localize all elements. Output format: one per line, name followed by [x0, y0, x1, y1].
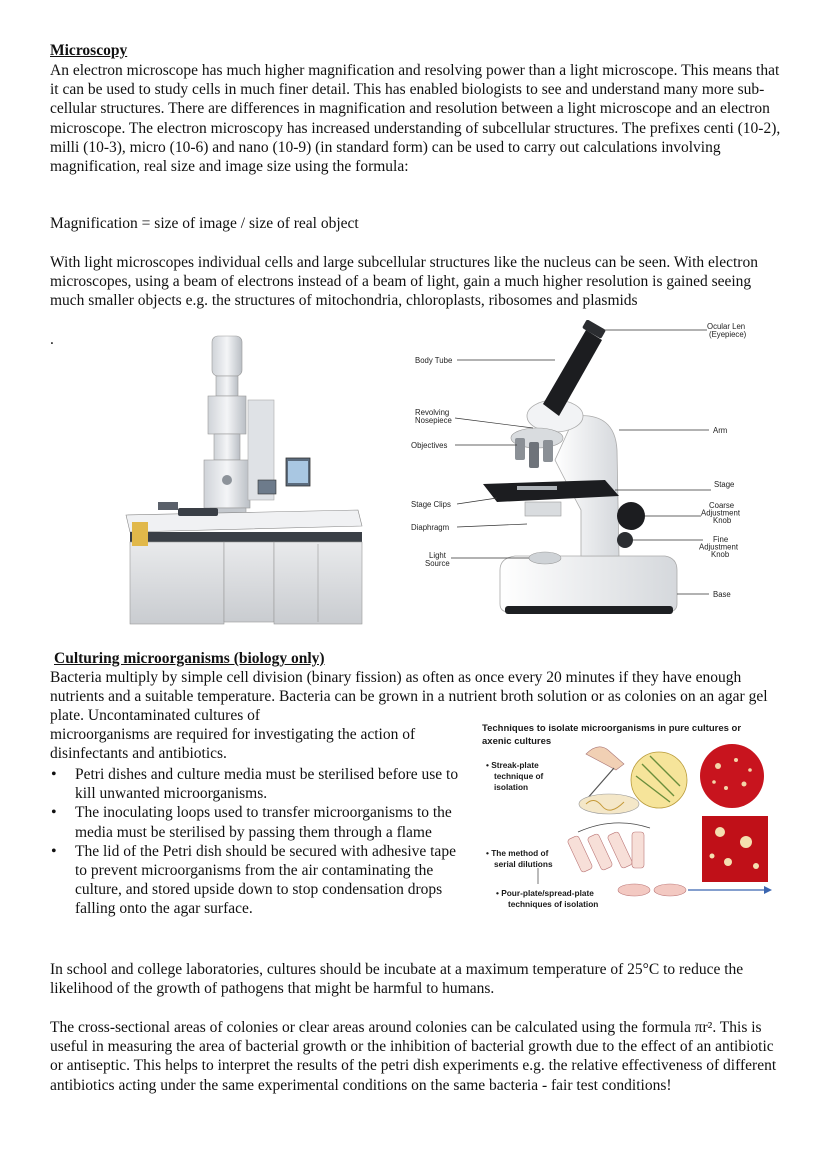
isolation-techniques-figure: [474, 716, 774, 916]
label-arm: Arm: [713, 426, 728, 435]
sterilisation-bullet-list: [50, 765, 460, 919]
label-coarse-adjustment-knob: Coarse Adjustment Knob: [701, 501, 741, 525]
bullet-item: • Petri dishes and culture media must be sterilised before use to kill unwanted microorganisms.: [50, 765, 460, 803]
bullet-item: • The inoculating loops used to transfer microorganisms to the media must be sterilised by passing them through a flame: [50, 803, 460, 841]
electron-microscope-image: [118, 330, 368, 630]
culturing-paragraph-3: The cross-sectional areas of colonies or clear areas around colonies can be calculated using the formula πr². This is useful in measuring the area of bacterial growth or the inhibition of bacterial growth due to the effect of an antibiotic or antiseptic. This helps to interpret the results of the petri dish experiments e.g. the relative effectiveness of different antibiotics acting under the same experimental conditions on the same bacteria - fair test conditions!: [50, 1019, 777, 1094]
technique-serial-dilutions: • The method of serial dilutions: [486, 848, 553, 869]
label-diaphragm: Diaphragm: [411, 523, 450, 532]
stray-dot: .: [50, 331, 54, 348]
microscopy-heading: Microscopy: [50, 42, 128, 59]
microscopy-paragraph-1: An electron microscope has much higher magnification and resolving power than a light microscope. This means that it can be used to study cells in much finer detail. This has enabled biologists to see and understand many more sub-cellular structures. There are differences in magnification and resolution between a light microscope and an electron microscope. The electron microscopy has increased understanding of subcellular structures. The prefixes centi (10-2), milli (10-3), micro (10-6) and nano (10-9) (in standard form) can be used to carry out calculations involving magnification, real size and image size using the formula:: [50, 62, 781, 176]
culturing-paragraph-1: Bacteria multiply by simple cell division (binary fission) as often as once every 20 minutes if they have enough nutrients and a suitable temperature. Bacteria can be grown in a nutrient broth solution or as colonies on an agar gel plate. Uncontaminated cultures of: [50, 669, 768, 725]
label-revolving-nosepiece: Revolving Nosepiece: [415, 408, 452, 425]
label-ocular-lens: Ocular Len (Eyepiece): [707, 322, 747, 339]
label-base: Base: [713, 590, 731, 599]
technique-pour-plate: • Pour-plate/spread-plate techniques of isolation: [496, 888, 599, 909]
culturing-paragraph-2: In school and college laboratories, cultures should be incubate at a maximum temperature of 25°C to reduce the likelihood of the growth of pathogens that might be harmful to humans.: [50, 961, 744, 998]
label-stage: Stage: [714, 480, 735, 489]
light-microscope-diagram: [405, 320, 765, 640]
label-stage-clips: Stage Clips: [411, 500, 451, 509]
culturing-heading: Culturing microorganisms (biology only): [54, 650, 325, 667]
microscopy-paragraph-2: With light microscopes individual cells and large subcellular structures like the nucleus can be seen. With electron microscopes, using a beam of electrons instead of a beam of light, gain a much higher resolution is gained seeing much smaller objects e.g. the structures of mitochondria, chloroplasts, ribosomes and plasmids: [50, 254, 758, 310]
techniques-title: Techniques to isolate microorganisms in pure cultures or axenic cultures: [482, 723, 742, 747]
magnification-formula: Magnification = size of image / size of real object: [50, 215, 359, 232]
label-fine-adjustment-knob: Fine Adjustment Knob: [699, 535, 739, 559]
bullet-item: • The lid of the Petri dish should be secured with adhesive tape to prevent microorganisms from the air contaminating the culture, and stored upside down to stop condensation drops falling onto the agar surface.: [50, 842, 460, 919]
culturing-paragraph-1b: microorganisms are required for investigating the action of disinfectants and antibiotics.: [50, 726, 416, 763]
label-light-source: Light Source: [425, 551, 450, 568]
technique-streak-plate: • Streak-plate technique of isolation: [486, 760, 544, 792]
label-objectives: Objectives: [411, 441, 448, 450]
label-body-tube: Body Tube: [415, 356, 453, 365]
